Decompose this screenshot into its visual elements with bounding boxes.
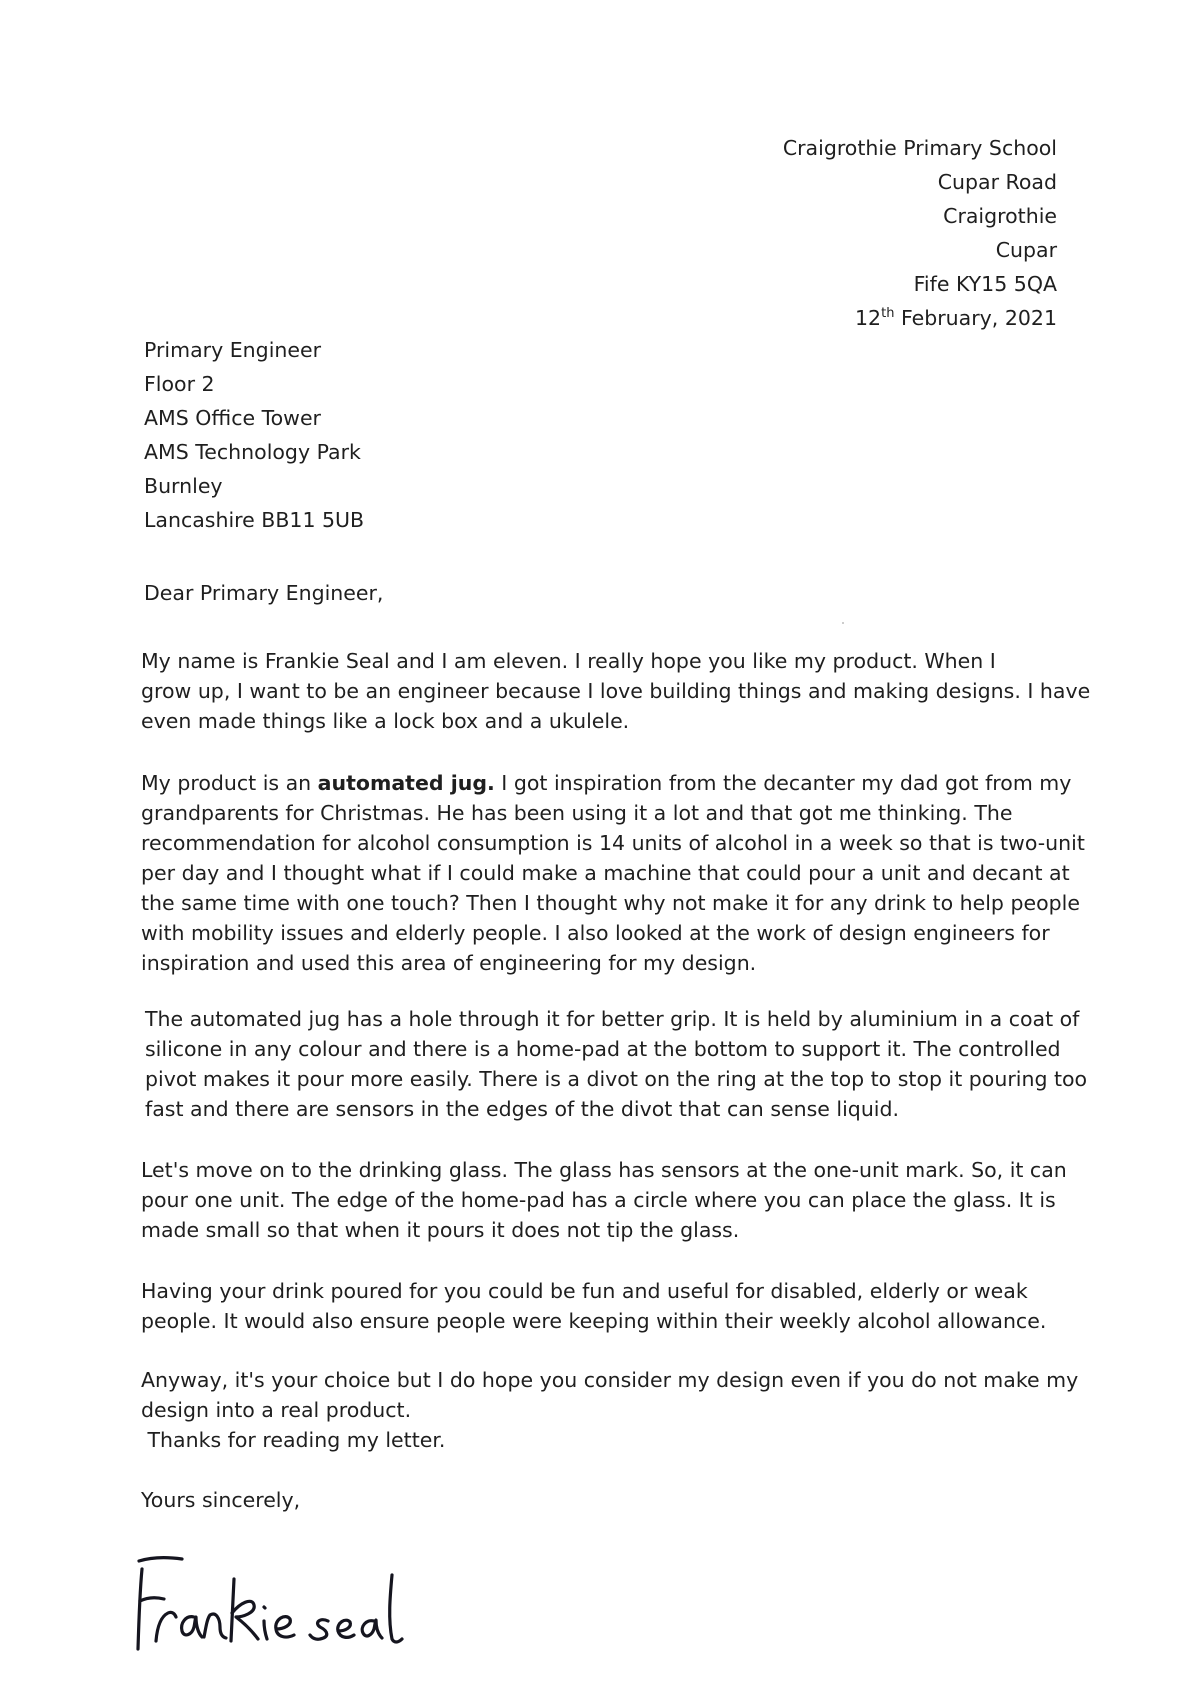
date-rest: February, 2021 — [894, 306, 1057, 330]
paragraph-benefits — [141, 1276, 1061, 1336]
recipient-line: Floor 2 — [144, 372, 215, 396]
paragraph-line: fast and there are sensors in the edges of the divot that can sense liquid. — [145, 1097, 900, 1121]
salutation: Dear Primary Engineer, — [144, 581, 384, 605]
paragraph-line: even made things like a lock box and a ukulele. — [141, 709, 630, 733]
paragraph-drinking-glass — [141, 1155, 1067, 1245]
date-day: 12 — [855, 306, 882, 330]
sender-address — [783, 131, 1057, 335]
paragraph-line: recommendation for alcohol consumption is 14 units of alcohol in a week so that is two-unit — [141, 831, 1085, 855]
recipient-line: Burnley — [144, 474, 223, 498]
paragraph-line: The automated jug has a hole through it for better grip. It is held by aluminium in a coat of — [145, 1007, 1080, 1031]
paragraph-line: silicone in any colour and there is a home-pad at the bottom to support it. The controlled — [145, 1037, 1061, 1061]
scan-speck — [842, 622, 844, 624]
paragraph-line: with mobility issues and elderly people. I also looked at the work of design engineers for — [141, 921, 1050, 945]
paragraph-closing-remarks — [141, 1365, 1079, 1455]
paragraph-line: Anyway, it's your choice but I do hope you consider my design even if you do not make my — [141, 1368, 1079, 1392]
recipient-line: Primary Engineer — [144, 338, 322, 362]
paragraph-line: grow up, I want to be an engineer because I love building things and making designs. I have — [141, 679, 1091, 703]
paragraph-line: grandparents for Christmas. He has been using it a lot and that got me thinking. The — [141, 801, 1013, 825]
recipient-line: Lancashire BB11 5UB — [144, 508, 365, 532]
sender-line: Cupar Road — [937, 170, 1057, 194]
valediction: Yours sincerely, — [141, 1488, 301, 1512]
sender-line: Craigrothie Primary School — [782, 136, 1057, 160]
paragraph-line: per day and I thought what if I could make a machine that could pour a unit and decant at — [141, 861, 1070, 885]
paragraph-introduction — [141, 646, 1091, 736]
text-run: I got inspiration from the decanter my dad got from my — [494, 771, 1072, 795]
paragraph-line: people. It would also ensure people were keeping within their weekly alcohol allowance. — [141, 1309, 1047, 1333]
letter-date — [783, 301, 1057, 335]
handwritten-signature — [130, 1545, 420, 1655]
text-run: My product is an — [141, 771, 318, 795]
recipient-line: AMS Office Tower — [144, 406, 321, 430]
paragraph-line: Having your drink poured for you could be fun and useful for disabled, elderly or weak — [141, 1279, 1028, 1303]
paragraph-line: pour one unit. The edge of the home-pad has a circle where you can place the glass. It is — [141, 1188, 1056, 1212]
paragraph-jug-description — [145, 1004, 1088, 1124]
paragraph-line: pivot makes it pour more easily. There is a divot on the ring at the top to stop it pouring too — [145, 1067, 1088, 1091]
paragraph-line: Thanks for reading my letter. — [141, 1428, 446, 1452]
paragraph-line: Let's move on to the drinking glass. The glass has sensors at the one-unit mark. So, it can — [141, 1158, 1067, 1182]
sender-line: Fife KY15 5QA — [913, 272, 1057, 296]
recipient-line: AMS Technology Park — [144, 440, 361, 464]
sender-line: Cupar — [995, 238, 1057, 262]
paragraph-line — [141, 768, 1072, 798]
paragraph-line: the same time with one touch? Then I thought why not make it for any drink to help people — [141, 891, 1080, 915]
product-name-bold: automated jug. — [317, 771, 495, 795]
paragraph-product — [141, 768, 1085, 978]
paragraph-line: made small so that when it pours it does not tip the glass. — [141, 1218, 740, 1242]
paragraph-line: My name is Frankie Seal and I am eleven. I really hope you like my product. When I — [141, 649, 996, 673]
sender-line: Craigrothie — [943, 204, 1057, 228]
recipient-address — [144, 333, 364, 537]
date-suffix: th — [881, 306, 895, 322]
paragraph-line: design into a real product. — [141, 1398, 412, 1422]
paragraph-line: inspiration and used this area of engineering for my design. — [141, 951, 757, 975]
